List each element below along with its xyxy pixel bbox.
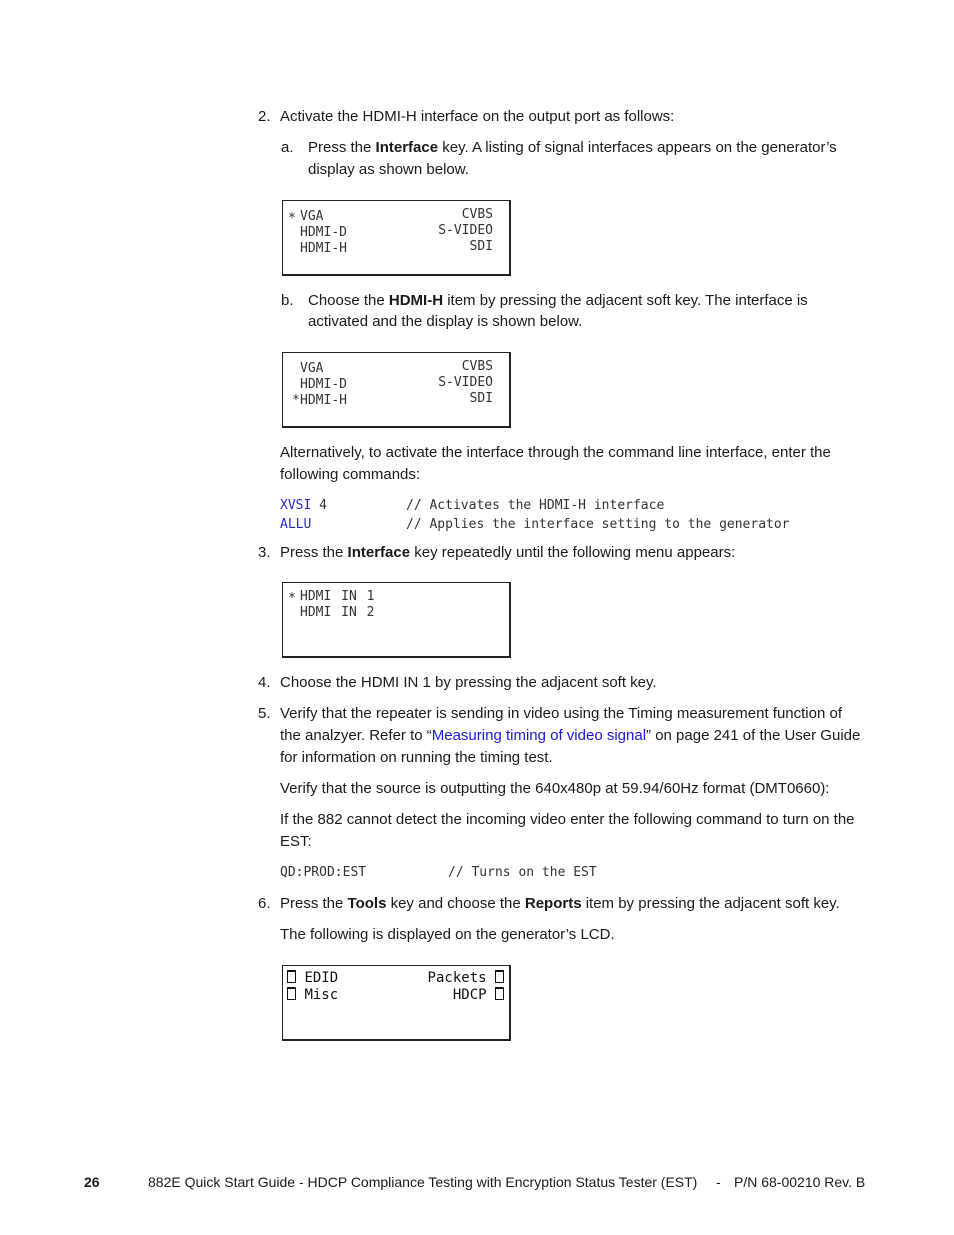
substep-text: Choose the HDMI-H item by pressing the adjacent soft key. The interface is <box>308 292 808 309</box>
link-measuring-timing[interactable]: Measuring timing of video signal <box>431 727 647 744</box>
step-text: Choose the HDMI IN 1 by pressing the adjacent soft key. <box>280 674 657 691</box>
lcd-item-s-video: S-VIDEO <box>438 375 493 390</box>
selection-marker: * <box>288 591 296 606</box>
soft-key-icon <box>495 987 504 1000</box>
lcd-item-vga: VGA <box>300 209 324 224</box>
lcd-item-vga: VGA <box>300 361 324 376</box>
lcd-item-hdmi-in-1: HDMI IN 1 <box>300 589 375 604</box>
step-number: 3. <box>258 544 271 561</box>
soft-key-icon <box>287 970 296 983</box>
lcd-item-cvbs: CVBS <box>461 207 493 222</box>
step-text-line3: for information on running the timing test. <box>280 749 553 766</box>
lcd-item-misc: Misc <box>287 987 338 1003</box>
lcd-display-hdmi-in <box>282 582 511 658</box>
lcd-display-interfaces <box>282 200 511 276</box>
lcd-item-hdmi-d: HDMI-D <box>300 225 347 240</box>
footer-title: 882E Quick Start Guide - HDCP Compliance Testing with Encryption Status Tester (EST) <box>148 1174 698 1190</box>
step-text-line2: the analzyer. Refer to “Measuring timing of video signal” on page 241 of the User Guide <box>280 727 861 744</box>
lcd-item-hdmi-h: HDMI-H <box>300 241 347 256</box>
lcd-item-hdmi-h: HDMI-H <box>300 393 347 408</box>
lcd-item-sdi: SDI <box>469 391 493 406</box>
page-number: 26 <box>84 1174 100 1190</box>
lcd-item-packets: Packets <box>428 970 504 986</box>
soft-key-icon <box>495 970 504 983</box>
step-text: Press the Interface key repeatedly until the following menu appears: <box>280 544 736 561</box>
paragraph-verify-source: Verify that the source is outputting the 640x480p at 59.94/60Hz format (DMT0660): <box>280 780 830 797</box>
lcd-display-reports <box>282 965 511 1041</box>
command-line: ALLU <box>280 517 312 532</box>
paragraph-est: If the 882 cannot detect the incoming video enter the following command to turn on the <box>280 811 855 828</box>
lcd-item-hdmi-in-2: HDMI IN 2 <box>300 605 375 620</box>
command-comment: // Activates the HDMI-H interface <box>406 498 665 513</box>
step-text: Press the Tools key and choose the Reports item by pressing the adjacent soft key. <box>280 895 840 912</box>
lcd-item-s-video: S-VIDEO <box>438 223 493 238</box>
selection-marker: * <box>292 393 300 408</box>
step-text: Verify that the repeater is sending in video using the Timing measurement function of <box>280 705 842 722</box>
step-text: Activate the HDMI-H interface on the output port as follows: <box>280 108 675 125</box>
lcd-item-hdcp: HDCP <box>453 987 504 1003</box>
lcd-item-cvbs: CVBS <box>461 359 493 374</box>
soft-key-icon <box>287 987 296 1000</box>
step-number: 2. <box>258 108 271 125</box>
substep-letter: a. <box>281 139 294 156</box>
command-line: XVSI 4 <box>280 498 327 513</box>
command-comment: // Applies the interface setting to the generator <box>406 517 790 532</box>
paragraph-est-line2: EST: <box>280 833 312 850</box>
substep-text-line2: activated and the display is shown below. <box>308 313 583 330</box>
paragraph-alternative: Alternatively, to activate the interface through the command line interface, enter the <box>280 444 831 461</box>
footer-part-number: P/N 68-00210 Rev. B <box>734 1174 866 1190</box>
lcd-item-edid: EDID <box>287 970 338 986</box>
lcd-item-sdi: SDI <box>469 239 493 254</box>
step-number: 6. <box>258 895 271 912</box>
paragraph-lcd-displayed: The following is displayed on the generator’s LCD. <box>280 926 615 943</box>
selection-marker: * <box>288 211 296 226</box>
paragraph-alternative-line2: following commands: <box>280 466 421 483</box>
step-number: 5. <box>258 705 271 722</box>
command-comment: // Turns on the EST <box>448 865 597 880</box>
substep-text: Press the Interface key. A listing of signal interfaces appears on the generator’s <box>308 139 837 156</box>
lcd-item-hdmi-d: HDMI-D <box>300 377 347 392</box>
substep-text-line2: display as shown below. <box>308 161 469 178</box>
command-line: QD:PROD:EST <box>280 865 367 880</box>
lcd-display-interfaces-activated <box>282 352 511 428</box>
footer-separator: - <box>716 1174 721 1190</box>
step-number: 4. <box>258 674 271 691</box>
substep-letter: b. <box>281 292 294 309</box>
